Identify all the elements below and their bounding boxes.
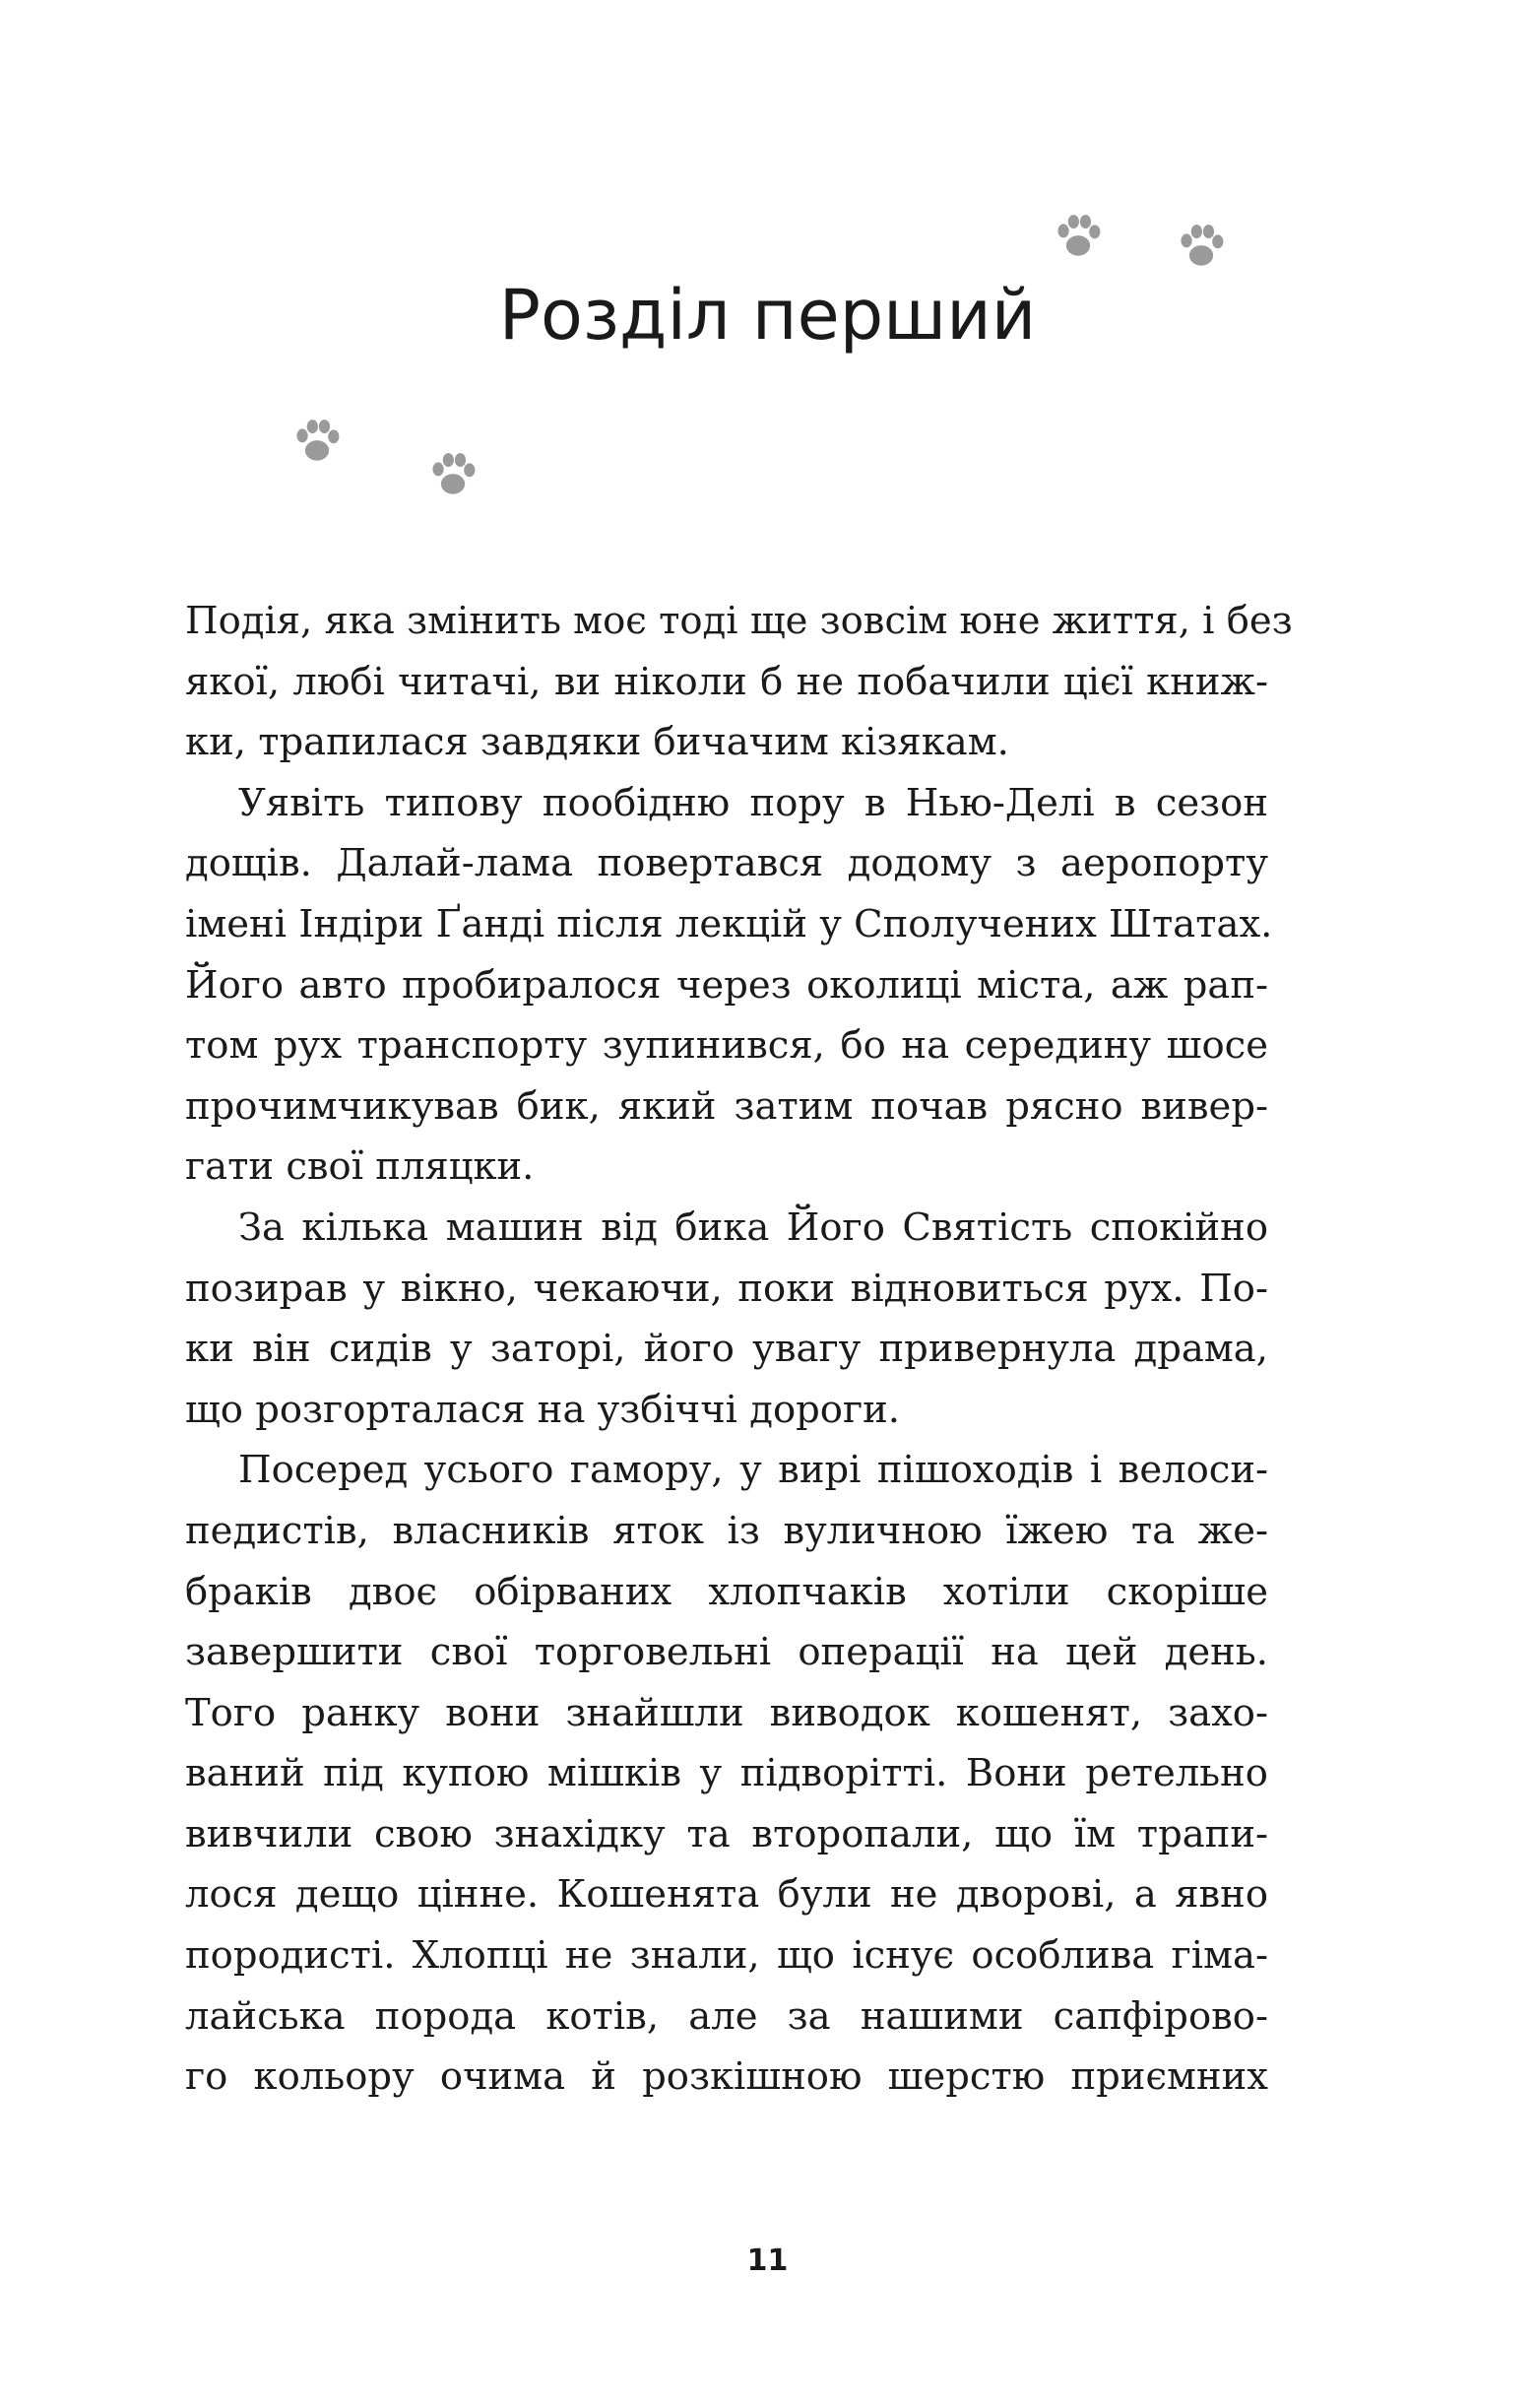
paw-print-icon [1174,219,1229,274]
text-line: Подія, яка змінить моє тоді ще зовсім юне життя, і без [185,599,1293,643]
text-line: Уявіть типову пообідню пору в Нью-Делі в сезон [238,780,1268,825]
chapter-title: Розділ перший [498,275,1037,356]
text-line: імені Індіри Ґанді після лекцій у Сполучених Штатах. [185,901,1273,946]
text-line: вивчили свою знахідку та второпали, що їм трапи- [185,1811,1268,1856]
text-line: позирав у вікно, чекаючи, поки відновиться рух. По- [185,1266,1268,1311]
text-line: породисті. Хлопці не знали, що існує особлива гіма- [185,1933,1268,1979]
paw-print-icon [425,447,480,502]
paragraph [185,773,1273,1198]
chapter-body [185,591,1293,2108]
text-line: ки він сидів у заторі, його увагу привернула драма, [185,1327,1268,1372]
text-line: прочимчикував бик, який затим почав рясно вивер- [185,1083,1268,1129]
text-line: завершити свої торговельні операції на цей день. [185,1630,1268,1675]
text-line: педистів, власників яток із вуличною їжею та же- [185,1508,1268,1553]
page-number: 11 [746,2244,789,2278]
text-line: браків двоє обірваних хлопчаків хотіли скоріше [185,1569,1268,1614]
text-line: Того ранку вони знайшли виводок кошенят, захо- [185,1690,1268,1735]
text-line: гати свої пляцки. [185,1144,535,1190]
text-line: лайська порода котів, але за нашими сапфірово- [185,1993,1268,2039]
text-line: ваний під купою мішків у підворітті. Вони ретельно [185,1751,1268,1796]
text-line: За кілька машин від бика Його Святість спокійно [238,1204,1268,1250]
text-line: том рух транспорту зупинився, бо на середину шосе [185,1023,1268,1069]
text-line: якої, любі читачі, ви ніколи б не побачили цієї книж- [185,659,1268,704]
paw-print-icon [289,414,345,469]
text-line: що розгорталася на узбіччі дороги. [185,1387,901,1432]
text-line: ки, трапилася завдяки бичачим кізякам. [185,720,1009,765]
text-line: дощів. Далай-лама повертався додому з аеропорту [185,841,1268,886]
paragraph [185,1198,1268,1440]
text-line: Його авто пробиралося через околиці міста, аж рап- [185,962,1268,1008]
paw-print-icon [1051,209,1106,264]
paragraph [185,1440,1268,2108]
text-line: Посеред усього гамору, у вирі пішоходів і велоси- [238,1448,1268,1493]
paragraph [185,591,1293,773]
text-line: лося дещо цінне. Кошенята були не дворові, а явно [185,1872,1268,1918]
text-line: го кольору очима й розкішною шерстю приємних [185,2054,1268,2100]
